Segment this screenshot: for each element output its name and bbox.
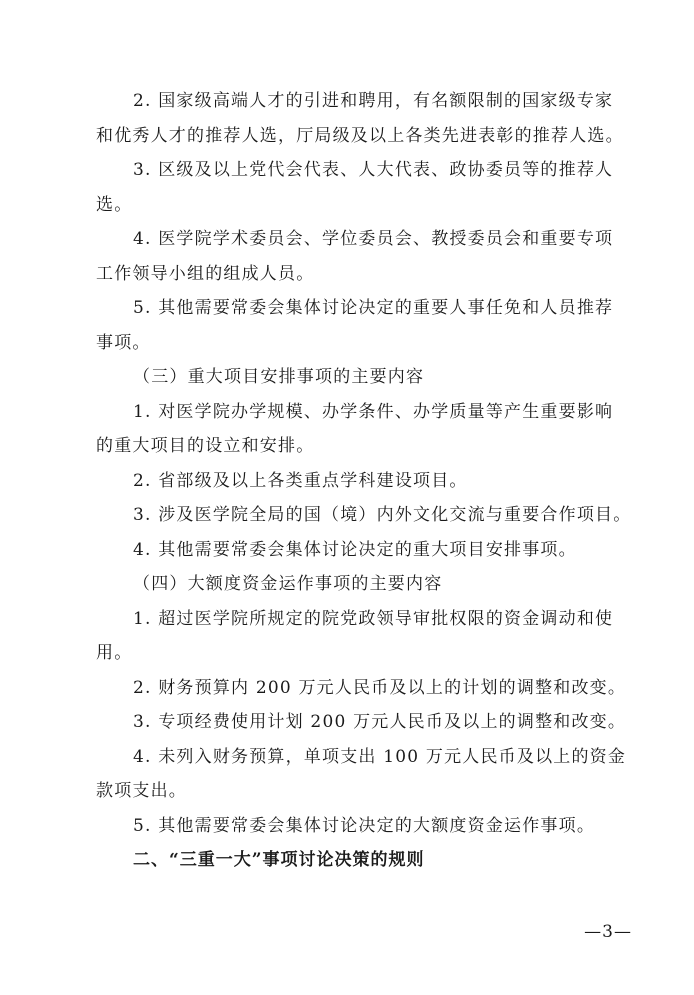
text-line: 4. 其他需要常委会集体讨论决定的重大项目安排事项。 — [133, 539, 577, 560]
text-line: 5. 其他需要常委会集体讨论决定的大额度资金运作事项。 — [133, 815, 596, 836]
text-line: 2. 国家级高端人才的引进和聘用，有名额限制的国家级专家 — [133, 91, 614, 111]
text-line: 3. 区级及以上党代会代表、人大代表、政协委员等的推荐人 — [133, 160, 614, 180]
text-line: 的重大项目的设立和安排。 — [96, 436, 315, 456]
text-line: 选。 — [96, 194, 133, 215]
text-line: 事项。 — [96, 332, 151, 353]
text-line: 4. 未列入财务预算，单项支出 100 万元人民币及以上的资金 — [133, 746, 627, 767]
text-line: 3. 涉及医学院全局的国（境）内外文化交流与重要合作项目。 — [133, 505, 632, 525]
text-line: 3. 专项经费使用计划 200 万元人民币及以上的调整和改变。 — [133, 712, 627, 732]
page-number: —3— — [584, 922, 632, 942]
text-line: 1. 对医学院办学规模、办学条件、办学质量等产生重要影响 — [133, 401, 614, 422]
text-line: 1. 超过医学院所规定的院党政领导审批权限的资金调动和使 — [133, 608, 614, 629]
section-heading: 二、“三重一大”事项讨论决策的规则 — [133, 850, 425, 870]
text-line: 和优秀人才的推荐人选，厅局级及以上各类先进表彰的推荐人选。 — [96, 125, 624, 146]
text-line: 5. 其他需要常委会集体讨论决定的重要人事任免和人员推荐 — [133, 298, 614, 318]
subsection-heading: （四）大额度资金运作事项的主要内容 — [133, 574, 443, 594]
text-line: 用。 — [96, 643, 133, 663]
document-body — [96, 84, 634, 878]
text-line: 款项支出。 — [96, 781, 187, 801]
subsection-heading: （三）重大项目安排事项的主要内容 — [133, 367, 425, 387]
text-line: 2. 财务预算内 200 万元人民币及以上的计划的调整和改变。 — [133, 677, 627, 698]
text-line: 2. 省部级及以上各类重点学科建设项目。 — [133, 470, 468, 491]
text-line: 工作领导小组的组成人员。 — [96, 263, 315, 284]
text-line: 4. 医学院学术委员会、学位委员会、教授委员会和重要专项 — [133, 229, 614, 249]
